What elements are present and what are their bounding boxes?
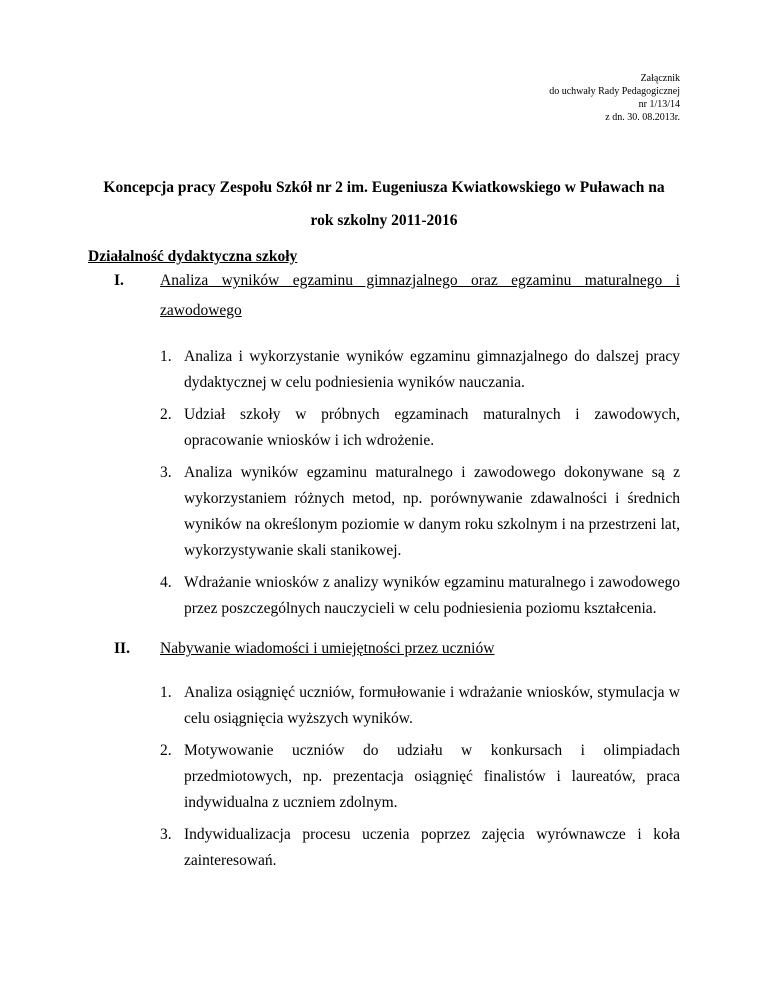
list-item — [160, 680, 680, 732]
annex-note — [549, 72, 680, 124]
list-item — [160, 460, 680, 564]
item-number: 1. — [160, 348, 172, 365]
item-number: 2. — [160, 406, 172, 423]
item-text: Analiza wyników egzaminu maturalnego i zawodowego dokonywane są z wykorzystaniem różnych metod, np. porównywanie zdawalności i średnich wyników na określonym poziomie w danym roku szkolnym i na przestrzeni lat, wykorzystywanie skali stanikowej. — [184, 464, 680, 559]
item-number: 4. — [160, 574, 172, 591]
item-number: 3. — [160, 464, 172, 481]
item-text: Analiza i wykorzystanie wyników egzaminu gimnazjalnego do dalszej pracy dydaktycznej w celu podniesienia wyników nauczania. — [184, 348, 680, 391]
list-item — [160, 344, 680, 396]
title-line: rok szkolny 2011-2016 — [310, 212, 458, 229]
item-number: 3. — [160, 826, 172, 843]
item-text: Udział szkoły w próbnych egzaminach maturalnych i zawodowych, opracowanie wniosków i ich wdrożenie. — [184, 406, 680, 449]
section-list — [160, 344, 680, 628]
list-item — [160, 402, 680, 454]
section-title: Analiza wyników egzaminu gimnazjalnego oraz egzaminu maturalnego i zawodowego — [160, 272, 680, 319]
list-item — [160, 738, 680, 816]
annex-line: Załącznik — [640, 73, 680, 84]
title-line: Koncepcja pracy Zespołu Szkół nr 2 im. Eugeniusza Kwiatkowskiego w Puławach na — [103, 179, 665, 196]
section-list — [160, 680, 680, 880]
item-text: Motywowanie uczniów do udziału w konkursach i olimpiadach przedmiotowych, np. prezentacja osiągnięć finalistów i laureatów, praca indywidualna z uczniem zdolnym. — [184, 742, 680, 811]
item-number: 2. — [160, 742, 172, 759]
item-text: Wdrażanie wniosków z analizy wyników egzaminu maturalnego i zawodowego przez poszczególnych nauczycieli w celu podniesienia poziomu kształcenia. — [184, 574, 680, 617]
item-number: 1. — [160, 684, 172, 701]
list-item — [160, 570, 680, 622]
list-item — [160, 822, 680, 874]
section-heading: Działalność dydaktyczna szkoły — [88, 248, 298, 265]
section-numeral: II. — [114, 640, 130, 657]
section-numeral: I. — [114, 272, 124, 289]
annex-line: nr 1/13/14 — [638, 99, 680, 110]
document-title — [80, 171, 688, 237]
section-title: Nabywanie wiadomości i umiejętności przez uczniów — [160, 640, 495, 657]
annex-line: z dn. 30. 08.2013r. — [605, 112, 680, 123]
item-text: Analiza osiągnięć uczniów, formułowanie i wdrażanie wniosków, stymulacja w celu osiągnięcia wyższych wyników. — [184, 684, 680, 727]
item-text: Indywidualizacja procesu uczenia poprzez zajęcia wyrównawcze i koła zainteresowań. — [184, 826, 680, 869]
annex-line: do uchwały Rady Pedagogicznej — [549, 86, 680, 97]
